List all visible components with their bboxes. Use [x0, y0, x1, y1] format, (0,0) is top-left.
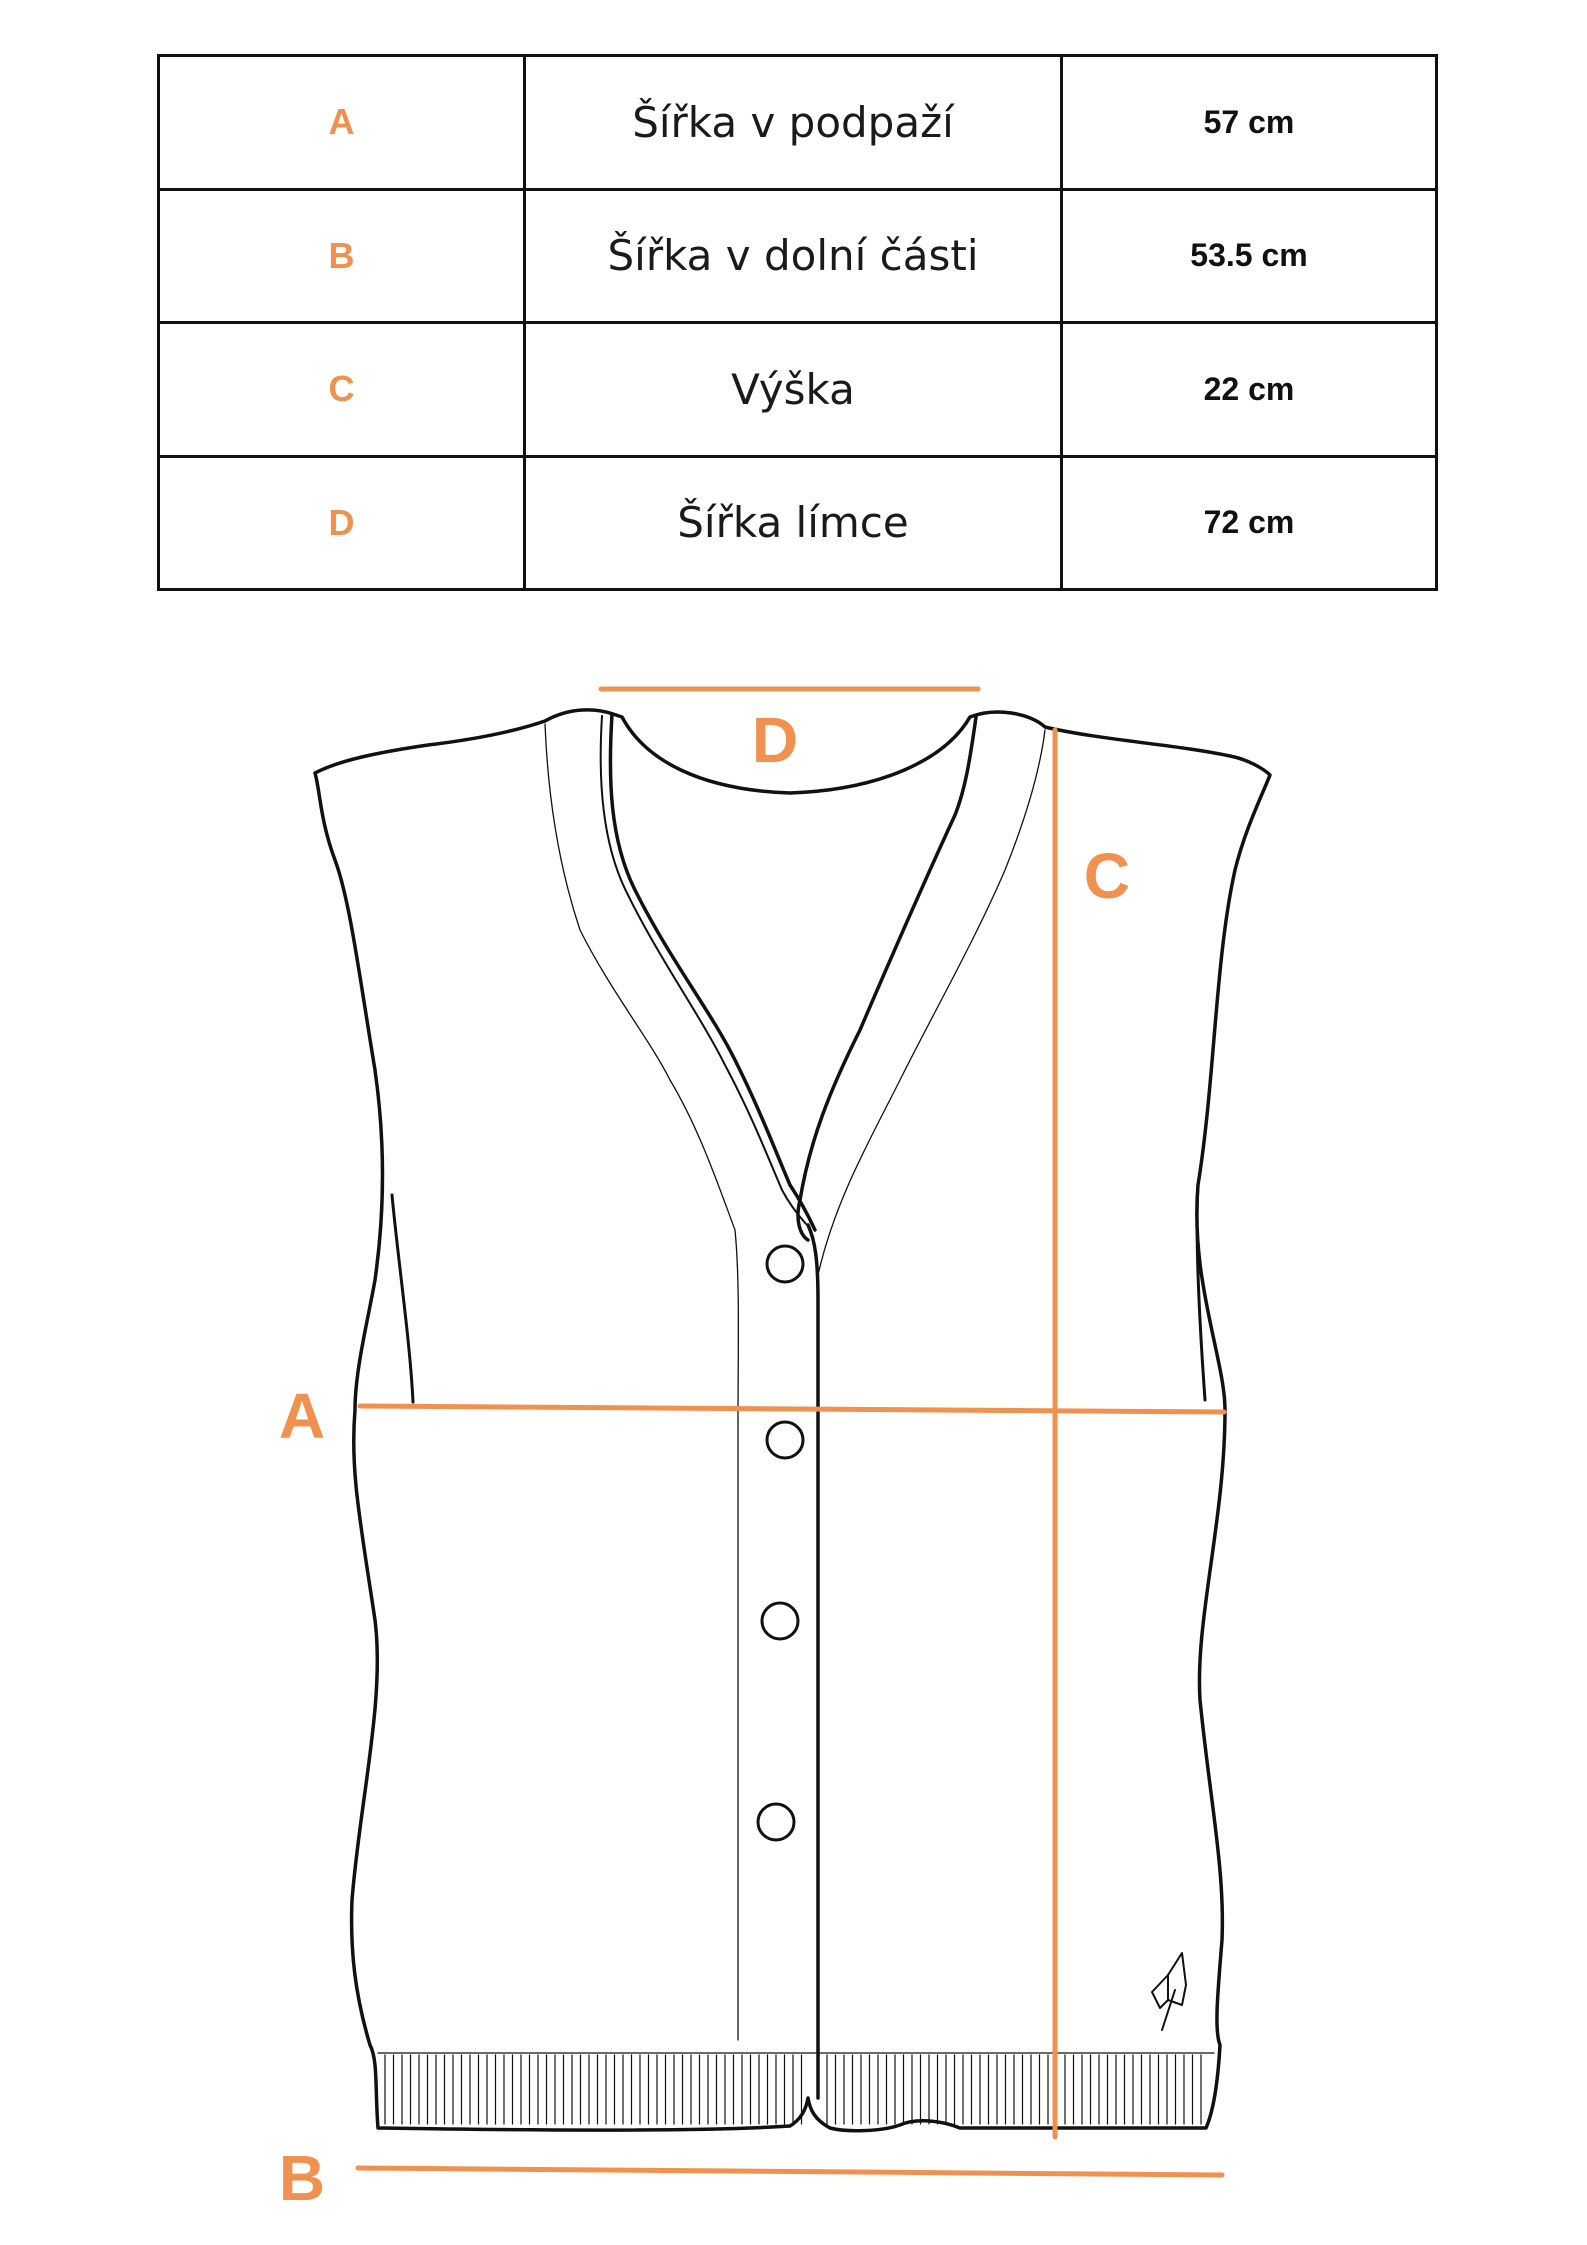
marker-c: C [1083, 840, 1131, 912]
center-front-line [808, 1225, 818, 2098]
row-letter: B [328, 234, 355, 276]
row-letter: A [328, 101, 355, 143]
hem-ribbing [385, 2055, 1201, 2124]
vest-body-outline [315, 710, 1270, 2131]
left-armhole-line [392, 1195, 413, 1402]
row-letter: C [328, 368, 355, 410]
row-value: 22 cm [1203, 370, 1295, 407]
button [767, 1422, 803, 1458]
button [762, 1603, 798, 1639]
feather-logo-icon [1152, 1953, 1186, 2030]
marker-b: B [278, 2142, 326, 2214]
right-panel-seam [818, 730, 1045, 1275]
button [767, 1246, 803, 1282]
row-value: 53.5 cm [1190, 237, 1308, 274]
button [758, 1804, 794, 1840]
vest-outline [315, 710, 1270, 2131]
marker-a: A [278, 1380, 326, 1452]
row-value: 57 cm [1203, 103, 1295, 140]
row-value: 72 cm [1203, 504, 1295, 541]
row-label: Šířka límce [677, 498, 909, 548]
row-letter: D [328, 501, 355, 543]
measure-line-a [360, 1406, 1224, 1412]
right-placket-outer [798, 717, 976, 1240]
marker-d: D [751, 704, 799, 776]
row-label: Šířka v dolní části [607, 231, 979, 281]
row-label: Výška [731, 364, 855, 414]
measure-line-b [358, 2168, 1222, 2175]
row-label: Šířka v podpaží [632, 97, 954, 147]
